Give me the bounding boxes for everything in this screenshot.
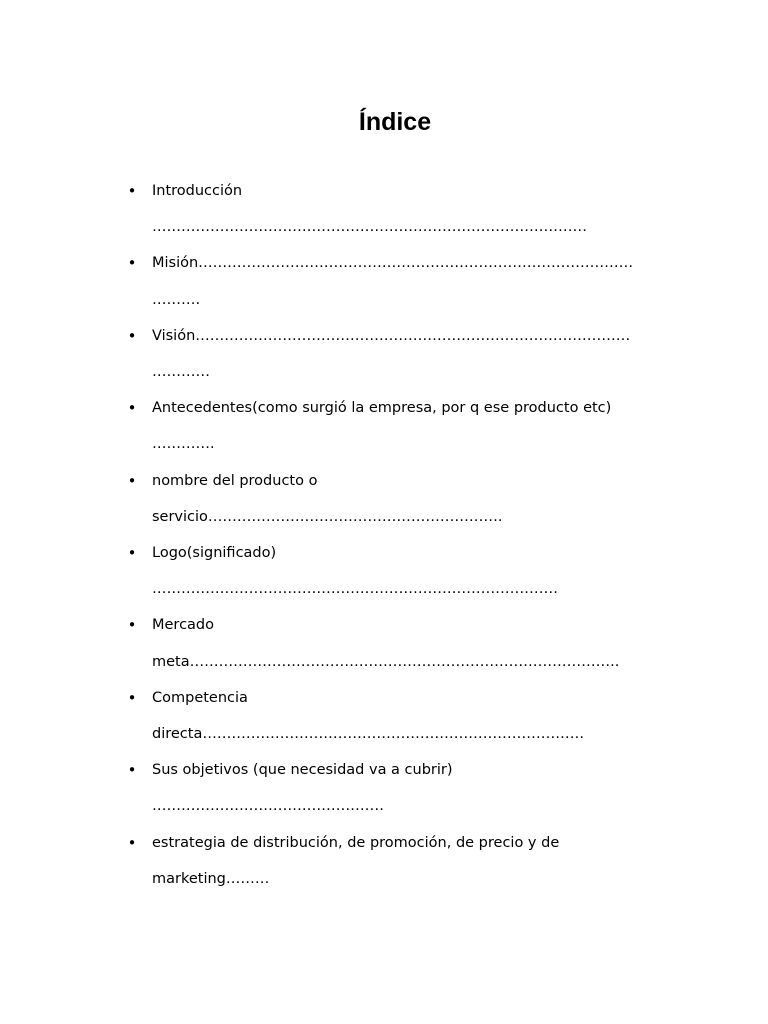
bullet-icon: • — [127, 399, 137, 418]
toc-entry-mercado-meta — [0, 607, 672, 679]
toc-entry-leader: directa……………………………………………………………………. — [152, 726, 584, 743]
toc-entry-objetivos — [0, 752, 672, 824]
toc-entry-text: Mercado — [152, 617, 215, 634]
toc-entry-competencia — [0, 680, 672, 752]
bullet-icon: • — [127, 616, 137, 635]
table-of-contents — [0, 173, 672, 897]
toc-entry-text: estrategia de distribución, de promoción, de precio y de — [152, 834, 560, 851]
toc-entry-leader: ………………………………………………………………………… — [152, 581, 558, 598]
bullet-icon: • — [127, 182, 137, 200]
toc-entry-text: nombre del producto o — [152, 472, 318, 489]
toc-entry-antecedentes — [0, 390, 672, 462]
toc-entry-nombre-producto — [0, 463, 672, 535]
bullet-icon: • — [127, 833, 137, 852]
toc-entry-text: Sus objetivos (que necesidad va a cubrir) — [152, 762, 453, 779]
toc-entry-mision — [0, 245, 672, 317]
toc-entry-leader: ………………………………………… — [152, 798, 384, 815]
toc-entry-leader: servicio……………………………………………………. — [152, 508, 503, 525]
toc-entry-estrategia — [0, 825, 672, 897]
toc-entry-text: Misión……………………………………………………………………………… — [152, 255, 634, 272]
toc-entry-leader: ………. — [152, 291, 201, 308]
toc-entry-leader: …………. — [152, 436, 215, 453]
bullet-icon: • — [127, 761, 137, 780]
bullet-icon: • — [127, 254, 137, 273]
toc-entry-text: Competencia — [152, 689, 248, 706]
toc-entry-text: Logo(significado) — [152, 545, 277, 562]
toc-entry-introduccion — [0, 173, 672, 245]
toc-entry-leader: marketing……… — [152, 870, 270, 887]
toc-entry-logo — [0, 535, 672, 607]
bullet-icon: • — [127, 544, 137, 563]
bullet-icon: • — [127, 471, 137, 490]
bullet-icon: • — [127, 688, 137, 707]
toc-entry-text: Visión……………………………………………………………………………… — [152, 327, 631, 344]
toc-entry-vision — [0, 318, 672, 390]
toc-entry-leader: ………… — [152, 364, 210, 381]
page-title: Índice — [358, 108, 432, 136]
toc-entry-text: Antecedentes(como surgió la empresa, por q ese producto etc) — [152, 400, 612, 417]
toc-entry-text: Introducción — [152, 183, 243, 199]
toc-entry-leader: meta…………………………………………………………………………….. — [152, 653, 620, 670]
toc-entry-leader: ……………………………………………………………………………… — [152, 219, 587, 236]
bullet-icon: • — [127, 326, 137, 345]
